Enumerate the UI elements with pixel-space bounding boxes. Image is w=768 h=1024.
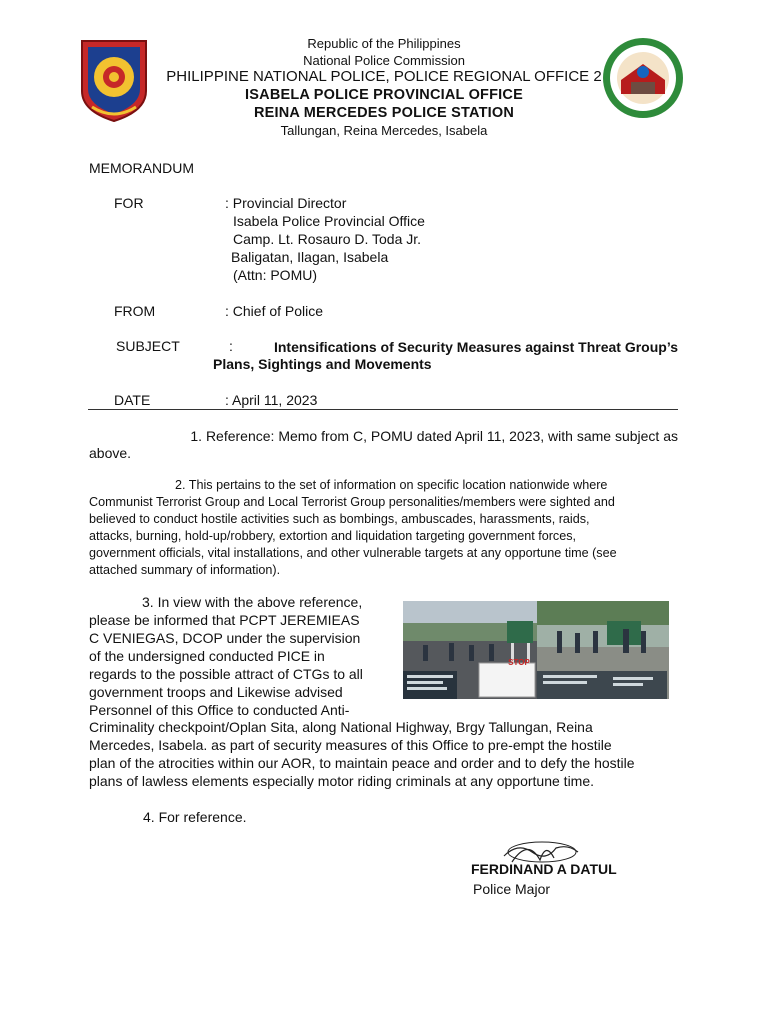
header-provincial-office: ISABELA POLICE PROVINCIAL OFFICE — [245, 87, 523, 103]
para3-line: C VENIEGAS, DCOP under the supervision — [89, 630, 361, 646]
checkpoint-photo-left — [403, 601, 537, 699]
date-value: : April 11, 2023 — [225, 392, 318, 408]
para3-line: Mercedes, Isabela. as part of security measures of this Office to pre-empt the hostile — [89, 737, 612, 753]
header-napolcom: National Police Commission — [303, 53, 465, 68]
header-address: Tallungan, Reina Mercedes, Isabela — [280, 123, 488, 138]
para1-line1: 1. Reference: Memo from C, POMU dated April 11, 2023, with same subject as — [190, 428, 678, 444]
from-value: : Chief of Police — [225, 303, 324, 319]
signatory-rank: Police Major — [473, 881, 551, 897]
checkpoint-photo-right — [537, 601, 669, 699]
signatory-name: FERDINAND A DATUL — [471, 861, 617, 877]
para3-line: regards to the possible attract of CTGs to all — [89, 666, 363, 682]
paragraph-3-wide — [89, 718, 689, 790]
para3-line: government troops and Likewise advised — [89, 684, 343, 700]
para2-line: attached summary of information). — [89, 563, 281, 577]
header-republic: Republic of the Philippines — [307, 36, 461, 51]
for-line-5: (Attn: POMU) — [233, 267, 318, 283]
para2-line: government officials, vital installations, and other vulnerable targets at any opportune time (see — [89, 546, 617, 560]
para3-line: Personnel of this Office to conducted Anti- — [89, 702, 350, 718]
for-line-1: : Provincial Director — [225, 195, 347, 211]
paragraph-3-narrow — [89, 593, 385, 719]
para2-line: attacks, burning, hold-up/robbery, extortion and liquidation targeting government forces, — [89, 529, 577, 543]
subject-line-2: Plans, Sightings and Movements — [213, 356, 432, 372]
stop-sign-text: STOP — [508, 658, 530, 667]
para3-line: plan of the atrocities within our AOR, to maintain peace and order and to defy the hostile — [89, 755, 635, 771]
header-pnp-region: PHILIPPINE NATIONAL POLICE, POLICE REGIONAL OFFICE 2 — [166, 68, 602, 85]
para3-line: please be informed that PCPT JEREMIEAS — [89, 612, 360, 628]
header-divider — [88, 409, 678, 410]
para3-line: of the undersigned conducted PICE in — [89, 648, 325, 664]
for-line-4: Baligatan, Ilagan, Isabela — [231, 249, 389, 265]
para3-line: Criminality checkpoint/Oplan Sita, along National Highway, Brgy Tallungan, Reina — [89, 719, 593, 735]
para3-line: 3. In view with the above reference, — [142, 594, 363, 610]
para3-line: plans of lawless elements especially motor riding criminals at any opportune time. — [89, 773, 595, 789]
from-label: FROM — [114, 303, 156, 319]
for-line-2: Isabela Police Provincial Office — [233, 213, 425, 229]
for-line-3: Camp. Lt. Rosauro D. Toda Jr. — [233, 231, 422, 247]
paragraph-2 — [89, 477, 678, 579]
para1-line2: above. — [89, 445, 132, 461]
para2-line: believed to conduct hostile activities such as bombings, ambuscades, harassments, raids, — [89, 512, 590, 526]
paragraph-4: 4. For reference. — [143, 809, 247, 825]
subject-line-1: Intensifications of Security Measures against Threat Group’s — [273, 339, 678, 355]
header-station: REINA MERCEDES POLICE STATION — [253, 105, 515, 121]
memo-title: MEMORANDUM — [89, 160, 194, 176]
date-label: DATE — [114, 392, 151, 408]
para2-line: Communist Terrorist Group and Local Terrorist Group personalities/members were sighted and — [89, 495, 615, 509]
for-label: FOR — [114, 195, 144, 211]
subject-colon: : — [229, 338, 233, 354]
para2-line: 2. This pertains to the set of information on specific location nationwide where — [175, 478, 608, 492]
subject-label: SUBJECT — [116, 338, 180, 354]
